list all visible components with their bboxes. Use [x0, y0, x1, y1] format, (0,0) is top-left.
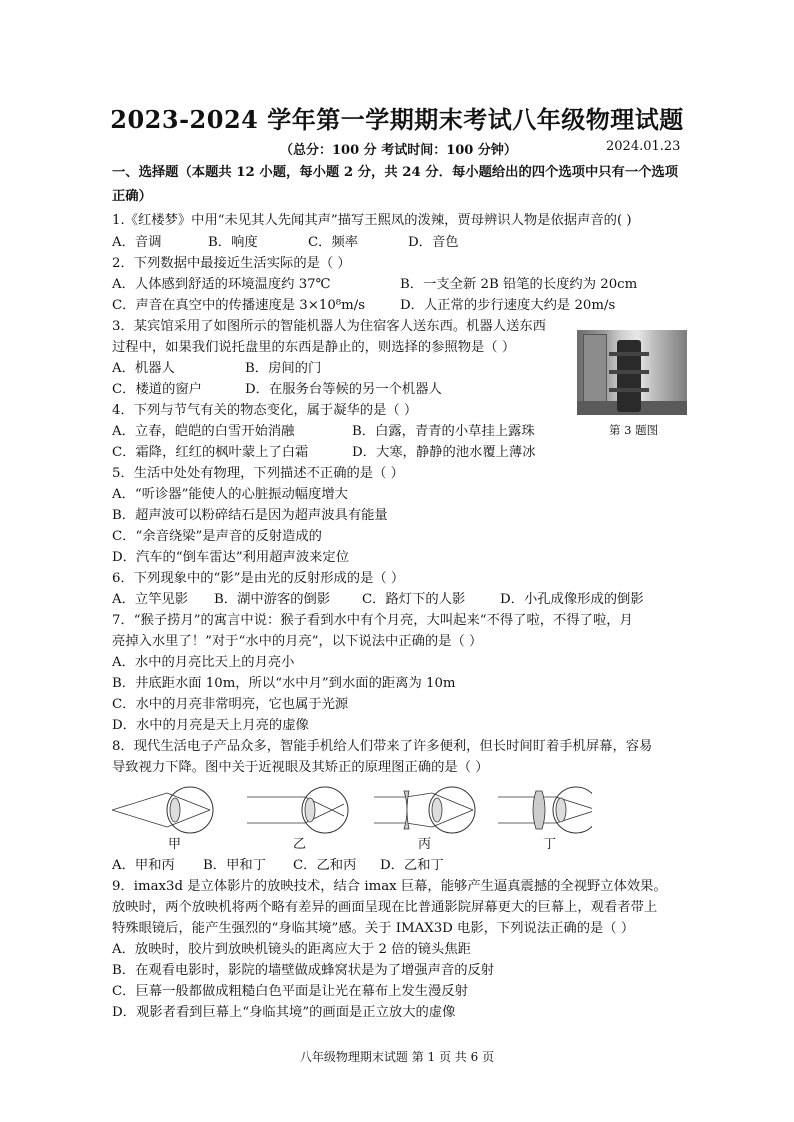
- q3-figure-caption: 第 3 题图: [609, 423, 659, 437]
- q3-stem-line1: 3．某宾馆采用了如图所示的智能机器人为住宿客人送东西。机器人送东西: [112, 319, 546, 334]
- exam-title: 2023-2024 学年第一学期期末考试八年级物理试题: [110, 105, 684, 134]
- eye-label-ding: 丁: [543, 837, 557, 852]
- q6-option-d: D．小孔成像形成的倒影: [500, 592, 644, 607]
- q6-stem: 6．下列现象中的“影”是由光的反射形成的是（ ）: [112, 571, 405, 586]
- q5-stem: 5．生活中处处有物理，下列描述不正确的是（ ）: [112, 466, 404, 481]
- robot-tray: [609, 352, 649, 356]
- eye-label-bing: 丙: [418, 837, 432, 852]
- eye-label-jia: 甲: [168, 837, 182, 852]
- exam-date: 2024.01.23: [606, 139, 681, 154]
- eye-diagrams: [112, 785, 592, 835]
- q8-option-b: B．甲和丁: [203, 858, 266, 873]
- q6-option-b: B．湖中游客的倒影: [214, 592, 331, 607]
- q2-option-b: B．一支全新 2B 铅笔的长度约为 20cm: [400, 277, 638, 292]
- eye-diagram-yi: [247, 787, 348, 833]
- q2-option-c: C．声音在真空中的传播速度是 3×10⁸m/s: [112, 298, 366, 313]
- robot-photo: [577, 330, 687, 415]
- q1-option-b: B．响度: [208, 235, 258, 250]
- q1-stem: 1.《红楼梦》中用“未见其人先闻其声”描写王熙凤的泼辣，贾母辨识人物是依据声音的( ): [112, 213, 632, 228]
- q9-stem-line3: 特殊眼镜后，能产生强烈的“身临其境”感。关于 IMAX3D 电影，下列说法正确的是（ ）: [112, 921, 635, 936]
- q6-option-c: C．路灯下的人影: [362, 592, 466, 607]
- q5-option-c: C．“余音绕梁”是声音的反射造成的: [112, 529, 322, 544]
- q7-stem-line1: 7．“猴子捞月”的寓言中说：猴子看到水中有个月亮，大叫起来“不得了啦，不得了啦，月: [112, 613, 633, 628]
- q7-option-b: B．井底距水面 10m，所以“水中月”到水面的距离为 10m: [112, 676, 456, 691]
- q3-option-b: B．房间的门: [245, 361, 322, 376]
- q5-option-b: B．超声波可以粉碎结石是因为超声波具有能量: [112, 508, 388, 523]
- eye-diagram-bing: [374, 787, 475, 833]
- section-heading-line1: 一、选择题（本题共 12 小题，每小题 2 分，共 24 分．每小题给出的四个选项中只有一个选项: [112, 165, 679, 180]
- q7-stem-line2: 亮掉入水里了！”对于“水中的月亮”，以下说法中正确的是（ ）: [112, 634, 483, 649]
- q7-option-c: C．水中的月亮非常明亮，它也属于光源: [112, 697, 349, 712]
- eye-diagram-ding: [498, 787, 592, 833]
- eye-diagram-jia: [112, 787, 213, 833]
- q2-option-a: A．人体感到舒适的环境温度约 37℃: [112, 277, 331, 292]
- robot-tray: [609, 370, 649, 374]
- q9-option-b: B．在观看电影时，影院的墙壁做成蜂窝状是为了增强声音的反射: [112, 963, 495, 978]
- q8-option-a: A．甲和丙: [112, 858, 175, 873]
- q9-stem-line1: 9．imax3d 是立体影片的放映技术，结合 imax 巨幕，能够产生逼真震撼的全视野立体效果。: [112, 879, 667, 894]
- q2-stem: 2．下列数据中最接近生活实际的是（ ）: [112, 256, 351, 271]
- q2-option-d: D．人正常的步行速度大约是 20m/s: [400, 298, 616, 313]
- q1-option-a: A．音调: [112, 235, 162, 250]
- q4-option-b: B．白露，青青的小草挂上露珠: [352, 424, 535, 439]
- eye-label-yi: 乙: [293, 837, 307, 852]
- q5-option-d: D．汽车的“倒车雷达”利用超声波来定位: [112, 550, 350, 565]
- q8-stem-line1: 8．现代生活电子产品众多，智能手机给人们带来了许多便利，但长时间盯着手机屏幕，容易: [112, 739, 653, 754]
- delivery-robot: [617, 340, 641, 412]
- q5-option-a: A．“听诊器”能使人的心脏振动幅度增大: [112, 487, 348, 502]
- q6-option-a: A．立竿见影: [112, 592, 189, 607]
- q7-option-a: A．水中的月亮比天上的月亮小: [112, 655, 295, 670]
- q9-option-d: D．观影者看到巨幕上“身临其境”的画面是正立放大的虚像: [112, 1005, 456, 1020]
- q3-option-d: D．在服务台等候的另一个机器人: [245, 382, 442, 397]
- q3-option-c: C．楼道的窗户: [112, 382, 202, 397]
- q4-stem: 4．下列与节气有关的物态变化，属于凝华的是（ ）: [112, 403, 418, 418]
- q3-option-a: A．机器人: [112, 361, 175, 376]
- q8-option-d: D．乙和丁: [380, 858, 444, 873]
- q1-option-d: D．音色: [408, 235, 459, 250]
- exam-subtitle: （总分：100 分 考试时间：100 分钟）: [280, 143, 517, 158]
- q8-stem-line2: 导致视力下降。图中关于近视眼及其矫正的原理图正确的是（ ）: [112, 760, 489, 775]
- q4-option-d: D．大寒，静静的池水覆上薄冰: [352, 445, 536, 460]
- q3-stem-line2: 过程中，如果我们说托盘里的东西是静止的，则选择的参照物是（ ）: [112, 340, 516, 355]
- q4-option-a: A．立春，皑皑的白雪开始消融: [112, 424, 295, 439]
- page-footer: 八年级物理期末试题 第 1 页 共 6 页: [299, 1050, 495, 1064]
- q9-option-c: C．巨幕一般都做成粗糙白色平面是让光在幕布上发生漫反射: [112, 984, 468, 999]
- robot-tray: [609, 388, 649, 392]
- q8-option-c: C．乙和丙: [293, 858, 357, 873]
- section-heading-line2: 正确）: [112, 189, 152, 204]
- q4-option-c: C．霜降，红红的枫叶蒙上了白霜: [112, 445, 309, 460]
- q1-option-c: C．频率: [308, 235, 359, 250]
- q7-option-d: D．水中的月亮是天上月亮的虚像: [112, 718, 309, 733]
- q9-option-a: A．放映时，胶片到放映机镜头的距离应大于 2 倍的镜头焦距: [112, 942, 471, 957]
- q9-stem-line2: 放映时，两个放映机将两个略有差异的画面呈现在比普通影院屏幕更大的巨幕上，观看者带上: [112, 900, 658, 915]
